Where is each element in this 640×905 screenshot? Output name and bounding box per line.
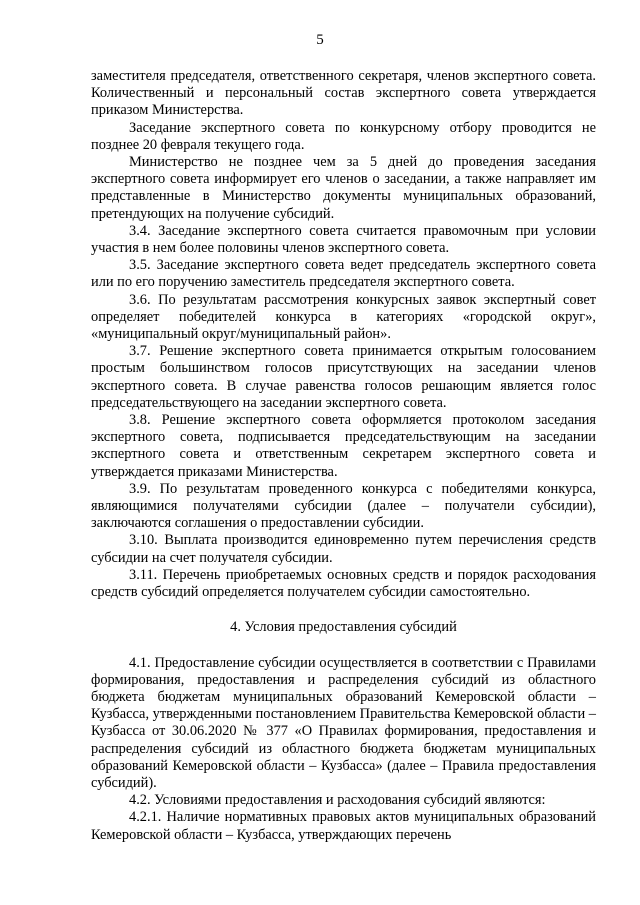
- clause-3-8: 3.8. Решение экспертного совета оформляется протоколом заседания экспертного совета, подписывается председательствующим на заседании экспертного совета и ответственным секретарем экспертного совета и утверждается приказами Министерства.: [91, 412, 596, 480]
- clause-4-2: 4.2. Условиями предоставления и расходования субсидий являются:: [129, 792, 546, 809]
- paragraph-meeting-deadline: Заседание экспертного совета по конкурсному отбору проводится не позднее 20 февраля текущего года.: [91, 119, 596, 153]
- clause-3-11: 3.11. Перечень приобретаемых основных средств и порядок расходования средств субсидий определяется получателем субсидии самостоятельно.: [91, 566, 596, 601]
- page-number: 5: [316, 32, 324, 48]
- clause-3-6: 3.6. По результатам рассмотрения конкурсных заявок экспертный совет определяет победителей конкурса в категориях «городской округ», «муниципальный округ/муниципальный район».: [91, 291, 596, 343]
- clause-3-9: 3.9. По результатам проведенного конкурса с победителями конкурса, являющимися получателями субсидии (далее – получатели субсидии), заключаются соглашения о предоставлении субсидии.: [91, 480, 596, 532]
- clause-3-4: 3.4. Заседание экспертного совета считается правомочным при условии участия в нем более половины членов экспертного совета.: [91, 222, 596, 257]
- clause-4-2-1: 4.2.1. Наличие нормативных правовых актов муниципальных образований Кемеровской области – Кузбасса, утверждающих перечень: [91, 809, 596, 843]
- clause-3-5: 3.5. Заседание экспертного совета ведет председатель экспертного совета или по его поручению заместитель председателя экспертного совета.: [91, 257, 596, 291]
- document-body: [91, 68, 596, 844]
- section-heading: 4. Условия предоставления субсидий: [230, 619, 457, 636]
- clause-4-1: 4.1. Предоставление субсидии осуществляется в соответствии с Правилами формирования, предоставления и распределения субсидий из областного бюджета бюджетам муниципальных образований Кемеровской области – Кузбасса, утвержденными постановлением Правительства Кемеровской области – Кузбасса от 30.06.2020 № 377 «О Правилах формирования, предоставления и распределения субсидий из областного бюджета бюджетам муниципальных образований Кемеровской области – Кузбасса» (далее – Правила предоставления субсидий).: [91, 654, 596, 791]
- paragraph-ministry-notice: Министерство не позднее чем за 5 дней до проведения заседания экспертного совета информирует его членов о заседании, а также направляет им представленные в Министерство документы муниципальных образований, претендующих на получение субсидий.: [91, 154, 596, 222]
- paragraph-continuation: заместителя председателя, ответственного секретаря, членов экспертного совета. Количественный и персональный состав экспертного совета утверждается приказом Министерства.: [91, 68, 596, 119]
- clause-3-7: 3.7. Решение экспертного совета принимается открытым голосованием простым большинством голосов присутствующих на заседании членов экспертного совета. В случае равенства голосов решающим является голос председательствующего на заседании экспертного совета.: [91, 343, 596, 411]
- clause-3-10: 3.10. Выплата производится единовременно путем перечисления средств субсидии на счет получателя субсидии.: [91, 532, 596, 566]
